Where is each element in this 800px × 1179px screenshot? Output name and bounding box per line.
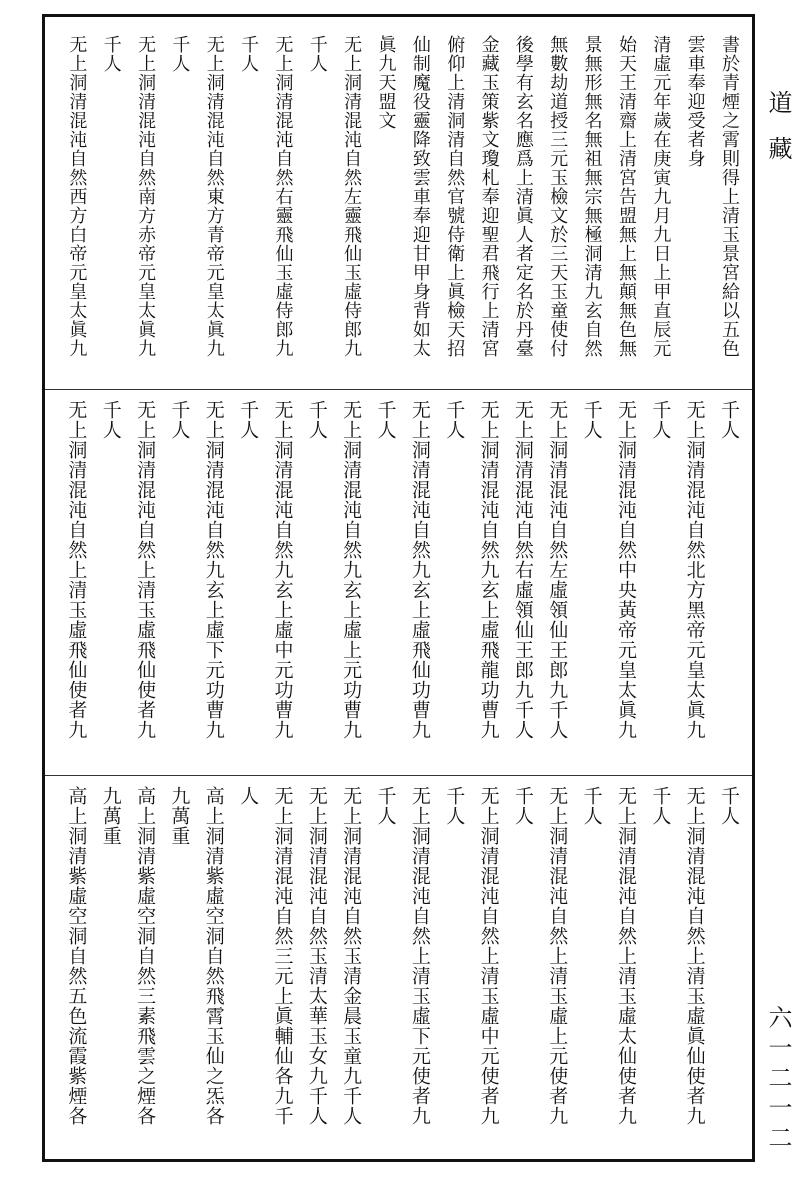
text-column: 无上洞清混沌自然三元上眞輔仙各九千 (271, 786, 294, 1126)
text-column: 无上洞清混沌自然上清玉虛上元使者九 (546, 786, 569, 1126)
text-column: 无上洞清混沌自然九玄上虛飛仙功曹九 (408, 400, 431, 740)
text-column: 无上洞清混沌自然東方青帝元皇太眞九 (203, 35, 225, 358)
text-column: 千人 (511, 786, 534, 826)
text-column: 千人 (169, 35, 191, 73)
text-column: 无上洞清混沌自然九玄上虛飛龍功曹九 (477, 400, 500, 740)
text-column: 无上洞清混沌自然九玄上虛上元功曹九 (340, 400, 363, 740)
text-band-1 (45, 17, 752, 389)
text-column: 九萬重 (168, 786, 191, 846)
text-column: 千人 (237, 400, 260, 440)
page-number: 六一二一二 (764, 1005, 792, 1155)
text-column: 始天王清齋上清宮告盟無上無顛無色無 (615, 35, 637, 358)
text-column: 无上洞清混沌自然右虛領仙王郎九千人 (511, 400, 534, 740)
text-column: 无上洞清混沌自然九玄上虛中元功曹九 (271, 400, 294, 740)
text-column: 雲車奉迎受者身 (684, 35, 706, 168)
text-column: 高上洞清紫虛空洞自然飛霄玉仙之炁各 (202, 786, 225, 1126)
text-column: 景無形無名無祖無宗無極洞清九玄自然 (581, 35, 603, 358)
text-column: 千人 (238, 35, 260, 73)
text-column: 千人 (374, 400, 397, 440)
text-column: 无上洞清混沌自然玉清金晨玉童九千人 (340, 786, 363, 1126)
text-band-3 (45, 775, 752, 1159)
text-column: 千人 (305, 400, 328, 440)
text-column: 无上洞清混沌自然上清玉虛下元使者九 (408, 786, 431, 1126)
text-column: 无上洞清混沌自然上清玉虛飛仙使者九 (65, 400, 88, 740)
text-band-2 (45, 389, 752, 775)
text-column: 千人 (649, 786, 672, 826)
text-column: 九萬重 (99, 786, 122, 846)
text-column: 高上洞清紫虛空洞自然三素飛雲之煙各 (134, 786, 157, 1126)
text-column: 千人 (100, 35, 122, 73)
text-column: 金藏玉策紫文瓊札奉迎聖君飛行上清宮 (478, 35, 500, 358)
text-column: 清虛元年歲在庚寅九月九日上甲直辰元 (650, 35, 672, 358)
text-column: 千人 (580, 400, 603, 440)
text-column: 千人 (306, 35, 328, 73)
text-column: 无上洞清混沌自然左虛領仙王郎九千人 (546, 400, 569, 740)
text-column: 千人 (168, 400, 191, 440)
text-column: 无上洞清混沌自然九玄上虛下元功曹九 (202, 400, 225, 740)
text-column: 書於青煙之霄則得上清玉景宮給以五色 (719, 35, 740, 358)
text-column: 无上洞清混沌自然上清玉虛太仙使者九 (614, 786, 637, 1126)
text-column: 後學有玄名應爲上清眞人者定名於丹臺 (512, 35, 534, 358)
text-column: 人 (237, 786, 260, 806)
text-column: 俯仰上清洞清自然官號侍衛上眞檢天招 (444, 35, 466, 358)
page-frame (42, 14, 755, 1162)
text-column: 无上洞清混沌自然左靈飛仙玉虛侍郎九 (341, 35, 363, 358)
text-column: 高上洞清紫虛空洞自然五色流霞紫煙各 (65, 786, 88, 1126)
text-column: 无上洞清混沌自然南方赤帝元皇太眞九 (135, 35, 157, 358)
text-column: 无上洞清混沌自然上清玉虛眞仙使者九 (683, 786, 706, 1126)
text-column: 眞九天盟文 (375, 35, 397, 130)
text-column: 无上洞清混沌自然西方白帝元皇太眞九 (66, 35, 88, 358)
text-column: 千人 (718, 786, 740, 826)
text-column: 无上洞清混沌自然中央黃帝元皇太眞九 (614, 400, 637, 740)
margin-title: 道藏 (764, 90, 792, 182)
text-column: 千人 (443, 400, 466, 440)
text-column: 无上洞清混沌自然上清玉虛中元使者九 (477, 786, 500, 1126)
text-column: 無數劫道授三元玉檢文於三天玉童使付 (547, 35, 569, 358)
text-column: 仙制魔役靈降致雲車奉迎甘甲身背如太 (409, 35, 431, 358)
text-column: 无上洞清混沌自然上清玉虛飛仙使者九 (134, 400, 157, 740)
text-column: 千人 (580, 786, 603, 826)
text-column: 无上洞清混沌自然北方黑帝元皇太眞九 (683, 400, 706, 740)
text-column: 千人 (718, 400, 740, 440)
text-column: 无上洞清混沌自然玉清太華玉女九千人 (305, 786, 328, 1126)
text-column: 无上洞清混沌自然右靈飛仙玉虛侍郎九 (272, 35, 294, 358)
text-column: 千人 (443, 786, 466, 826)
text-column: 千人 (374, 786, 397, 826)
text-column: 千人 (649, 400, 672, 440)
text-column: 千人 (99, 400, 122, 440)
